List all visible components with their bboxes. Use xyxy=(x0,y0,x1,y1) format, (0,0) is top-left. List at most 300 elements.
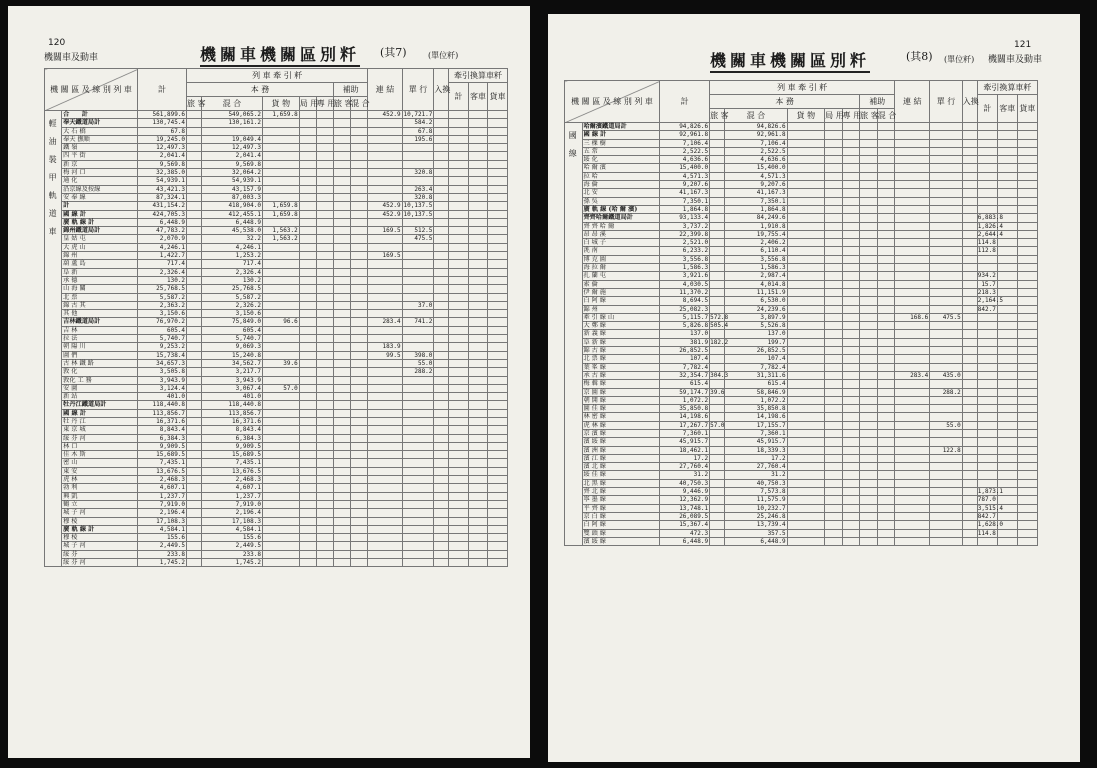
cell-coupling xyxy=(895,205,930,213)
cell-freight xyxy=(787,205,825,213)
cell-c_total xyxy=(977,355,997,363)
cell-h_mix xyxy=(351,401,368,409)
cell-h_mix xyxy=(877,214,895,222)
cell-c_freight xyxy=(1017,479,1037,487)
cell-c_freight xyxy=(488,417,508,425)
cell-h_pass xyxy=(860,272,878,280)
cell-c_pass xyxy=(997,396,1017,404)
table-row xyxy=(45,517,508,525)
cell-switch xyxy=(434,301,449,309)
cell-h_pass xyxy=(333,119,350,127)
cell-c_total xyxy=(977,438,997,446)
cell-single: 288.2 xyxy=(402,368,434,376)
cell-c_total xyxy=(449,218,469,226)
cell-h_pass xyxy=(333,193,350,201)
cell-total: 2,449.5 xyxy=(138,542,187,550)
cell-total: 7,782.4 xyxy=(660,363,710,371)
cell-c_freight xyxy=(488,169,508,177)
table-row xyxy=(45,384,508,392)
cell-coupling xyxy=(368,451,402,459)
cell-freight xyxy=(262,285,299,293)
cell-freight xyxy=(787,272,825,280)
cell-h_pass xyxy=(860,222,878,230)
cell-total: 32,354.7 xyxy=(660,371,710,379)
cell-c_total xyxy=(449,135,469,143)
cell-c_total xyxy=(449,467,469,475)
cell-c_total xyxy=(449,509,469,517)
cell-mixed: 2,449.5 xyxy=(201,542,262,550)
cell-c_pass xyxy=(997,255,1017,263)
cell-coupling xyxy=(368,409,402,417)
cell-c_freight xyxy=(488,459,508,467)
cell-switch xyxy=(434,144,449,152)
cell-c_freight xyxy=(488,525,508,533)
cell-single: 584.2 xyxy=(402,119,434,127)
row-name: 綏 化 xyxy=(582,156,660,164)
cell-freight xyxy=(262,500,299,508)
table-row xyxy=(565,512,1038,520)
cell-c_pass xyxy=(468,534,488,542)
cell-c_total xyxy=(977,147,997,155)
cell-h_mix xyxy=(877,330,895,338)
cell-freight xyxy=(262,550,299,558)
cell-special xyxy=(316,210,333,218)
table-row xyxy=(565,371,1038,379)
cell-freight xyxy=(787,197,825,205)
cell-passenger xyxy=(710,131,725,139)
cell-mixed: 6,384.3 xyxy=(201,434,262,442)
cell-c_pass xyxy=(468,434,488,442)
cell-total: 59,174.7 xyxy=(660,388,710,396)
cell-special xyxy=(316,293,333,301)
cell-passenger: 505.4 xyxy=(710,322,729,330)
cell-freight xyxy=(262,525,299,533)
cell-passenger xyxy=(187,376,202,384)
header-helper-mixed: 混 合 xyxy=(351,97,368,111)
cell-total: 19,245.0 xyxy=(138,135,187,143)
row-name: 圖 佳 線 xyxy=(582,405,660,413)
cell-coupling xyxy=(368,542,402,550)
cell-coupling xyxy=(895,537,930,545)
cell-special xyxy=(842,189,860,197)
cell-coupling xyxy=(368,169,402,177)
cell-local xyxy=(825,512,843,520)
cell-special xyxy=(316,202,333,210)
row-name: 國 線 計 xyxy=(62,409,138,417)
cell-total: 2,196.4 xyxy=(138,509,187,517)
cell-c_total xyxy=(977,479,997,487)
cell-passenger xyxy=(710,264,725,272)
header-coupling: 連 結 xyxy=(368,69,402,111)
cell-c_freight xyxy=(1017,239,1037,247)
cell-single: 288.2 xyxy=(930,388,963,396)
cell-switch xyxy=(962,156,977,164)
cell-c_total xyxy=(449,285,469,293)
cell-total: 4,584.1 xyxy=(138,525,187,533)
cell-passenger xyxy=(187,268,202,276)
cell-c_total xyxy=(449,426,469,434)
cell-h_pass xyxy=(860,421,878,429)
cell-local xyxy=(825,338,843,346)
cell-freight xyxy=(787,429,825,437)
cell-total: 1,745.2 xyxy=(138,559,187,567)
cell-total: 233.8 xyxy=(138,550,187,558)
table-row xyxy=(45,525,508,533)
cell-single xyxy=(930,156,963,164)
cell-special xyxy=(316,417,333,425)
cell-single xyxy=(402,343,434,351)
cell-coupling xyxy=(895,172,930,180)
cell-total: 1,237.7 xyxy=(138,492,187,500)
row-name: 國 線 計 xyxy=(582,131,660,139)
cell-h_mix xyxy=(351,517,368,525)
cell-total: 9,569.8 xyxy=(138,160,187,168)
cell-h_mix xyxy=(877,537,895,545)
cell-switch xyxy=(962,371,977,379)
cell-coupling xyxy=(368,534,402,542)
table-row xyxy=(45,343,508,351)
cell-single xyxy=(402,534,434,542)
table-row xyxy=(45,210,508,218)
cell-special xyxy=(842,488,860,496)
cell-total: 472.3 xyxy=(660,529,710,537)
cell-freight xyxy=(262,310,299,318)
cell-c_freight xyxy=(488,119,508,127)
cell-mixed: 45,538.0 xyxy=(201,227,262,235)
cell-c_freight xyxy=(1017,230,1037,238)
cell-special xyxy=(316,534,333,542)
cell-c_pass xyxy=(997,181,1017,189)
cell-c_freight xyxy=(1017,529,1037,537)
cell-single xyxy=(930,322,963,330)
cell-coupling xyxy=(895,280,930,288)
cell-mixed: 6,448.9 xyxy=(201,218,262,226)
table-row xyxy=(565,405,1038,413)
cell-single: 398.0 xyxy=(402,351,434,359)
cell-local xyxy=(299,376,316,384)
row-name: 寧 墨 線 xyxy=(582,496,660,504)
cell-freight xyxy=(262,276,299,284)
cell-special xyxy=(316,509,333,517)
header-helper: 補助 xyxy=(333,83,367,97)
cell-special xyxy=(316,434,333,442)
cell-special xyxy=(316,459,333,467)
cell-c_total xyxy=(449,169,469,177)
cell-single xyxy=(402,285,434,293)
cell-switch xyxy=(434,177,449,185)
header-train-haul: 列 車 牽 引 粁 xyxy=(710,81,895,95)
cell-special xyxy=(316,500,333,508)
cell-single xyxy=(930,380,963,388)
cell-special xyxy=(316,252,333,260)
cell-total: 17.2 xyxy=(660,454,710,462)
cell-passenger xyxy=(187,177,202,185)
cell-coupling xyxy=(895,272,930,280)
table-row xyxy=(45,401,508,409)
cell-h_pass xyxy=(860,463,878,471)
cell-coupling xyxy=(368,517,402,525)
table-row xyxy=(45,218,508,226)
cell-local xyxy=(299,169,316,177)
cell-passenger xyxy=(187,368,202,376)
cell-h_mix xyxy=(877,272,895,280)
cell-h_pass xyxy=(860,322,878,330)
cell-mixed: 233.8 xyxy=(201,550,262,558)
cell-c_total xyxy=(449,210,469,218)
table-row xyxy=(565,205,1038,213)
cell-special xyxy=(316,144,333,152)
cell-passenger xyxy=(710,446,725,454)
cell-h_pass xyxy=(860,197,878,205)
cell-total: 4,636.6 xyxy=(660,156,710,164)
cell-coupling xyxy=(368,276,402,284)
cell-switch xyxy=(962,380,977,388)
cell-coupling: 169.5 xyxy=(368,227,402,235)
cell-c_freight xyxy=(1017,181,1037,189)
cell-h_mix xyxy=(351,177,368,185)
cell-switch xyxy=(962,330,977,338)
cell-total: 605.4 xyxy=(138,326,187,334)
cell-c_total xyxy=(449,451,469,459)
cell-c_freight xyxy=(488,152,508,160)
cell-passenger xyxy=(187,442,202,450)
cell-mixed: 155.6 xyxy=(201,534,262,542)
cell-total: 4,607.1 xyxy=(138,484,187,492)
cell-local xyxy=(299,160,316,168)
cell-local xyxy=(299,451,316,459)
cell-c_total xyxy=(449,409,469,417)
header-main-duty: 本 務 xyxy=(187,83,334,97)
cell-coupling xyxy=(368,285,402,293)
cell-c_freight xyxy=(1017,280,1037,288)
cell-h_pass xyxy=(333,426,350,434)
cell-passenger: 39.6 xyxy=(710,388,725,396)
cell-h_pass xyxy=(860,247,878,255)
cell-h_mix xyxy=(877,230,895,238)
cell-total: 2,521.0 xyxy=(660,239,710,247)
cell-mixed: 137.0 xyxy=(725,330,788,338)
cell-local xyxy=(825,471,843,479)
cell-total: 9,207.6 xyxy=(660,181,710,189)
cell-switch xyxy=(962,189,977,197)
cell-c_pass xyxy=(468,359,488,367)
cell-h_mix xyxy=(351,417,368,425)
cell-c_pass xyxy=(468,177,488,185)
cell-freight xyxy=(262,534,299,542)
cell-c_total: 112.8 xyxy=(977,247,996,255)
table-row xyxy=(565,488,1038,496)
cell-h_pass xyxy=(333,127,350,135)
cell-total: 3,150.6 xyxy=(138,310,187,318)
cell-single xyxy=(402,326,434,334)
cell-switch xyxy=(434,409,449,417)
cell-single xyxy=(930,529,963,537)
row-name: 城 子 河 xyxy=(62,542,138,550)
cell-c_total xyxy=(449,351,469,359)
cell-c_freight xyxy=(1017,330,1037,338)
cell-h_pass xyxy=(860,214,878,222)
cell-h_pass xyxy=(860,446,878,454)
row-name: 穆 棱 xyxy=(62,534,138,542)
cell-single xyxy=(930,247,963,255)
cell-total: 717.4 xyxy=(138,260,187,268)
row-name: 虎 林 線 xyxy=(582,421,660,429)
cell-c_freight xyxy=(488,335,508,343)
cell-passenger xyxy=(710,164,725,172)
cell-local xyxy=(825,197,843,205)
table-row xyxy=(565,264,1038,272)
cell-local xyxy=(299,276,316,284)
cell-special xyxy=(316,359,333,367)
cell-c_total xyxy=(449,384,469,392)
cell-freight xyxy=(262,451,299,459)
cell-local xyxy=(825,239,843,247)
cell-h_mix xyxy=(877,496,895,504)
cell-c_freight xyxy=(488,177,508,185)
cell-total: 3,737.2 xyxy=(660,222,710,230)
cell-coupling xyxy=(895,488,930,496)
cell-local xyxy=(825,147,843,155)
cell-total: 118,440.8 xyxy=(138,401,187,409)
cell-coupling xyxy=(368,467,402,475)
cell-local xyxy=(825,429,843,437)
cell-c_pass xyxy=(468,467,488,475)
table-row xyxy=(45,542,508,550)
cell-mixed: 7,106.4 xyxy=(725,139,788,147)
cell-h_pass xyxy=(333,376,350,384)
cell-switch xyxy=(962,123,977,131)
cell-total: 2,468.3 xyxy=(138,476,187,484)
cell-c_freight xyxy=(488,492,508,500)
row-name: 古 林 鐵 路 xyxy=(62,359,138,367)
cell-mixed: 92,961.8 xyxy=(725,131,788,139)
cell-special xyxy=(842,280,860,288)
cell-c_total xyxy=(449,160,469,168)
cell-total: 431,154.2 xyxy=(138,202,187,210)
cell-freight xyxy=(262,152,299,160)
cell-mixed: 9,909.5 xyxy=(201,442,262,450)
cell-c_total xyxy=(449,227,469,235)
cell-total: 17,108.3 xyxy=(138,517,187,525)
cell-c_freight xyxy=(488,451,508,459)
cell-c_total xyxy=(977,338,997,346)
cell-freight xyxy=(787,313,825,321)
cell-single xyxy=(402,476,434,484)
cell-special xyxy=(842,239,860,247)
cell-switch xyxy=(962,355,977,363)
cell-total: 15,367.4 xyxy=(660,521,710,529)
cell-mixed: 605.4 xyxy=(201,326,262,334)
cell-freight xyxy=(787,347,825,355)
cell-h_pass xyxy=(333,359,350,367)
cell-single xyxy=(930,521,963,529)
cell-mixed: 1,253.2 xyxy=(201,252,262,260)
cell-single xyxy=(930,429,963,437)
cell-mixed: 1,586.3 xyxy=(725,264,788,272)
cell-coupling xyxy=(895,413,930,421)
cell-mixed: 94,826.6 xyxy=(725,123,788,131)
cell-h_pass xyxy=(333,534,350,542)
header-conversion: 牽引換算車粁 xyxy=(449,69,508,83)
cell-freight xyxy=(262,509,299,517)
cell-total: 8,694.5 xyxy=(660,297,710,305)
cell-c_total xyxy=(449,177,469,185)
cell-switch xyxy=(434,492,449,500)
row-name: 皇 姑 屯 xyxy=(62,235,138,243)
cell-h_mix xyxy=(351,235,368,243)
cell-special xyxy=(842,230,860,238)
cell-c_freight xyxy=(1017,371,1037,379)
cell-special xyxy=(842,205,860,213)
cell-special xyxy=(316,119,333,127)
cell-c_freight xyxy=(488,285,508,293)
cell-h_pass xyxy=(333,442,350,450)
row-name: 大 虎 山 xyxy=(62,243,138,251)
cell-h_pass xyxy=(333,368,350,376)
table-row xyxy=(45,484,508,492)
cell-single xyxy=(930,330,963,338)
cell-local xyxy=(299,252,316,260)
cell-local xyxy=(299,127,316,135)
cell-local xyxy=(825,131,843,139)
cell-special xyxy=(842,347,860,355)
cell-total: 130,745.4 xyxy=(138,119,187,127)
header-helper-passenger: 旅 客 xyxy=(860,109,878,123)
cell-total: 4,246.1 xyxy=(138,243,187,251)
cell-coupling xyxy=(368,476,402,484)
cell-passenger xyxy=(710,479,725,487)
cell-switch xyxy=(962,488,977,496)
cell-mixed: 717.4 xyxy=(201,260,262,268)
cell-total: 34,657.3 xyxy=(138,359,187,367)
cell-special xyxy=(842,463,860,471)
table-row xyxy=(565,247,1038,255)
table-row xyxy=(45,509,508,517)
cell-local xyxy=(825,488,843,496)
cell-total: 615.4 xyxy=(660,380,710,388)
cell-switch xyxy=(434,285,449,293)
cell-c_total xyxy=(977,181,997,189)
cell-h_pass xyxy=(333,285,350,293)
cell-total: 6,448.9 xyxy=(138,218,187,226)
cell-h_pass xyxy=(333,310,350,318)
cell-mixed: 9,569.8 xyxy=(201,160,262,168)
cell-coupling xyxy=(895,139,930,147)
cell-coupling xyxy=(895,471,930,479)
cell-total: 4,030.5 xyxy=(660,280,710,288)
table-row xyxy=(45,235,508,243)
cell-local xyxy=(825,347,843,355)
cell-switch xyxy=(434,235,449,243)
cell-single xyxy=(930,131,963,139)
cell-h_mix xyxy=(351,492,368,500)
cell-passenger xyxy=(710,380,725,388)
table-row xyxy=(565,230,1038,238)
row-name: 京 白 線 xyxy=(582,512,660,520)
cell-passenger xyxy=(710,214,725,222)
cell-special xyxy=(842,405,860,413)
cell-special xyxy=(316,285,333,293)
table-row xyxy=(565,305,1038,313)
cell-special xyxy=(842,247,860,255)
cell-total: 25,082.3 xyxy=(660,305,710,313)
cell-single xyxy=(930,413,963,421)
cell-c_freight xyxy=(1017,388,1037,396)
cell-c_freight xyxy=(488,559,508,567)
row-name: 新 京 xyxy=(62,160,138,168)
cell-switch xyxy=(962,280,977,288)
cell-coupling xyxy=(368,218,402,226)
